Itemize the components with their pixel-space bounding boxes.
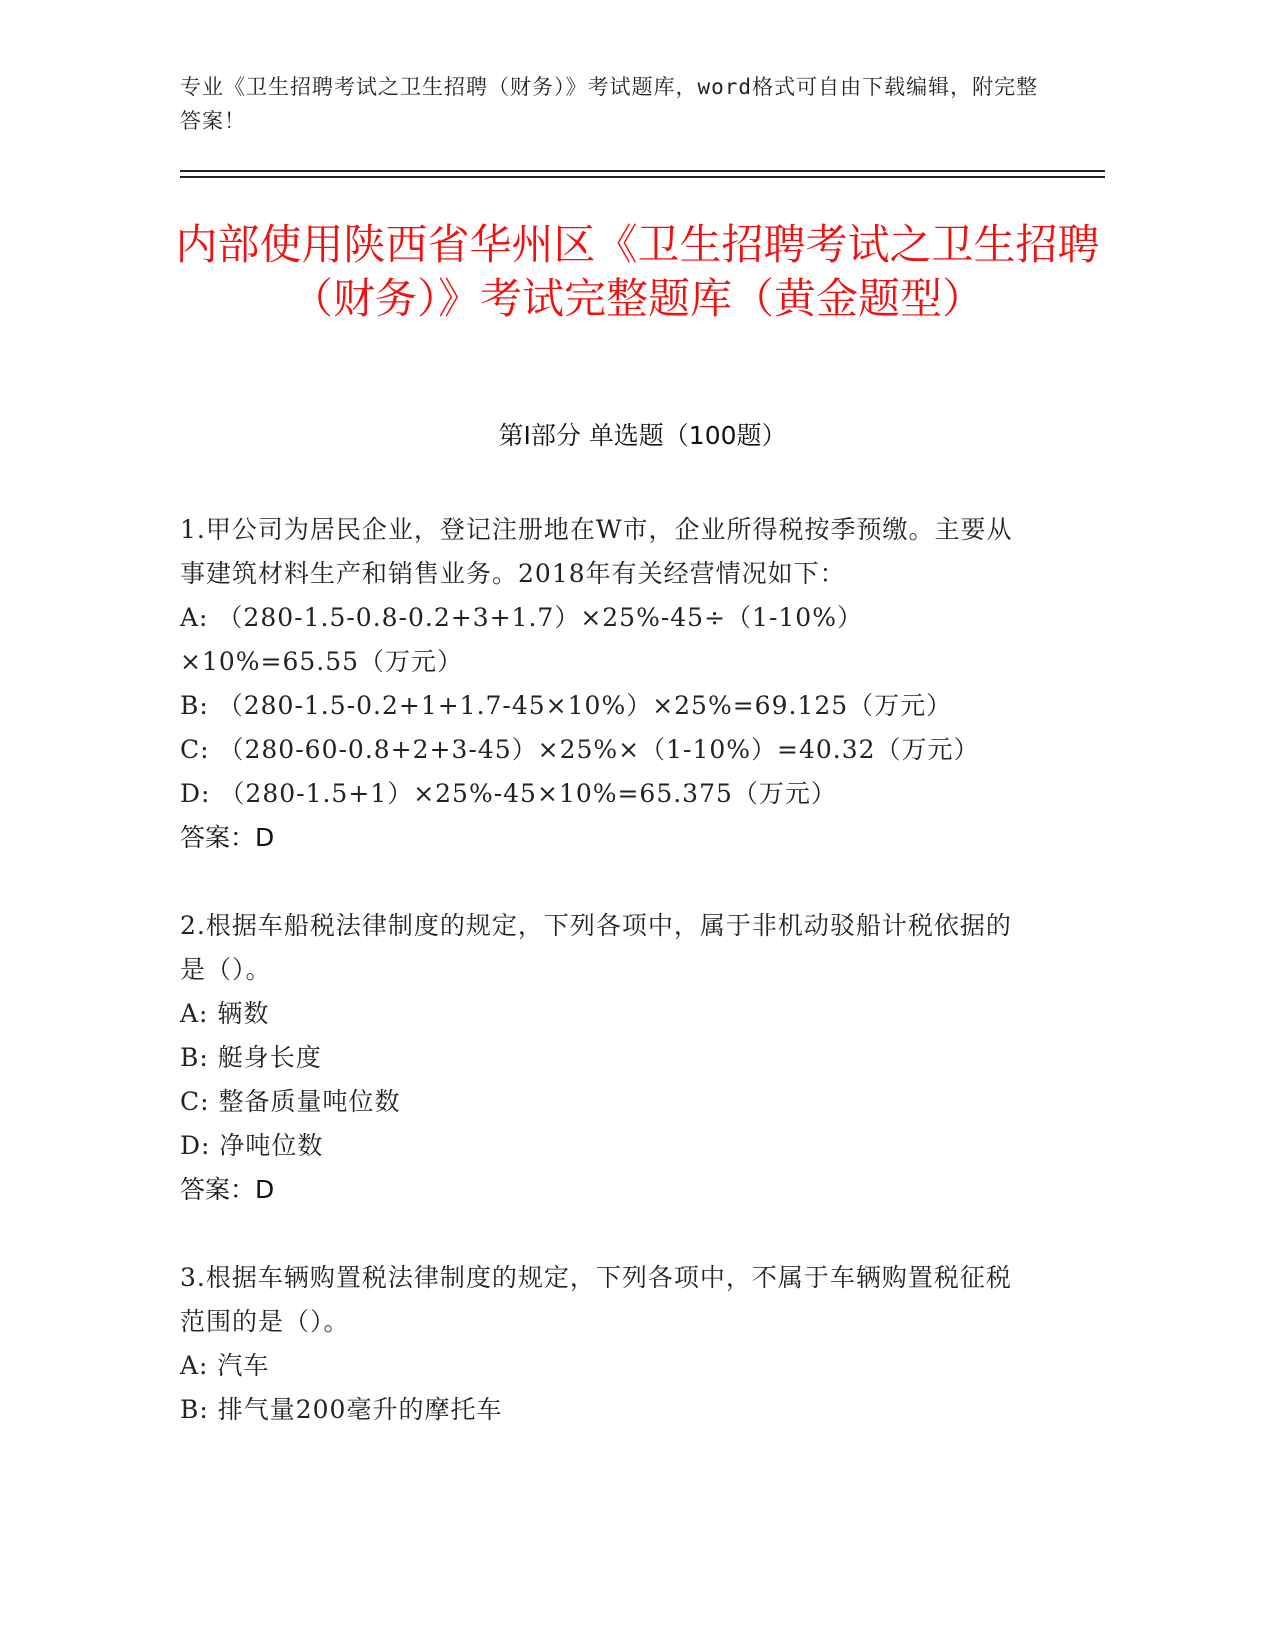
question-item bbox=[180, 1256, 1020, 1432]
question-text: 2.根据车船税法律制度的规定，下列各项中，属于非机动驳船计税依据的是（）。 bbox=[180, 911, 1012, 984]
option-c: C: （280-60-0.8+2+3-45）×25%×（1-10%）=40.32（万元） bbox=[180, 735, 980, 764]
option-d: D: （280-1.5+1）×25%-45×10%=65.375（万元） bbox=[180, 779, 837, 808]
option-a: A: 汽车 bbox=[180, 1351, 270, 1380]
option-a: A: 辆数 bbox=[180, 999, 270, 1028]
option-b: B: （280-1.5-0.2+1+1.7-45×10%）×25%=69.125（万元） bbox=[180, 691, 953, 720]
question-list bbox=[180, 508, 1020, 1476]
option-a: A: （280-1.5-0.8-0.2+3+1.7）×25%-45÷（1-10%）×10%=65.55（万元） bbox=[180, 603, 863, 676]
answer-text: 答案：D bbox=[180, 823, 275, 852]
option-c: C: 整备质量吨位数 bbox=[180, 1087, 401, 1116]
header-divider-secondary bbox=[180, 176, 1105, 178]
option-b: B: 排气量200毫升的摩托车 bbox=[180, 1395, 503, 1424]
document-title: 内部使用陕西省华州区《卫生招聘考试之卫生招聘（财务）》考试完整题库（黄金题型） bbox=[175, 220, 1100, 323]
section-heading: 第I部分 单选题（100题） bbox=[498, 421, 787, 450]
header-note: 专业《卫生招聘考试之卫生招聘（财务）》考试题库，word格式可自由下载编辑，附完整答案！ bbox=[180, 75, 1039, 133]
question-item bbox=[180, 904, 1020, 1212]
option-d: D: 净吨位数 bbox=[180, 1131, 324, 1160]
question-text: 1.甲公司为居民企业，登记注册地在W市，企业所得税按季预缴。主要从事建筑材料生产和销售业务。2018年有关经营情况如下： bbox=[180, 515, 1013, 588]
question-text: 3.根据车辆购置税法律制度的规定，下列各项中，不属于车辆购置税征税范围的是（）。 bbox=[180, 1263, 1012, 1336]
option-b: B: 艇身长度 bbox=[180, 1043, 322, 1072]
question-item bbox=[180, 508, 1020, 860]
header-divider bbox=[180, 170, 1105, 172]
answer-text: 答案：D bbox=[180, 1175, 275, 1204]
